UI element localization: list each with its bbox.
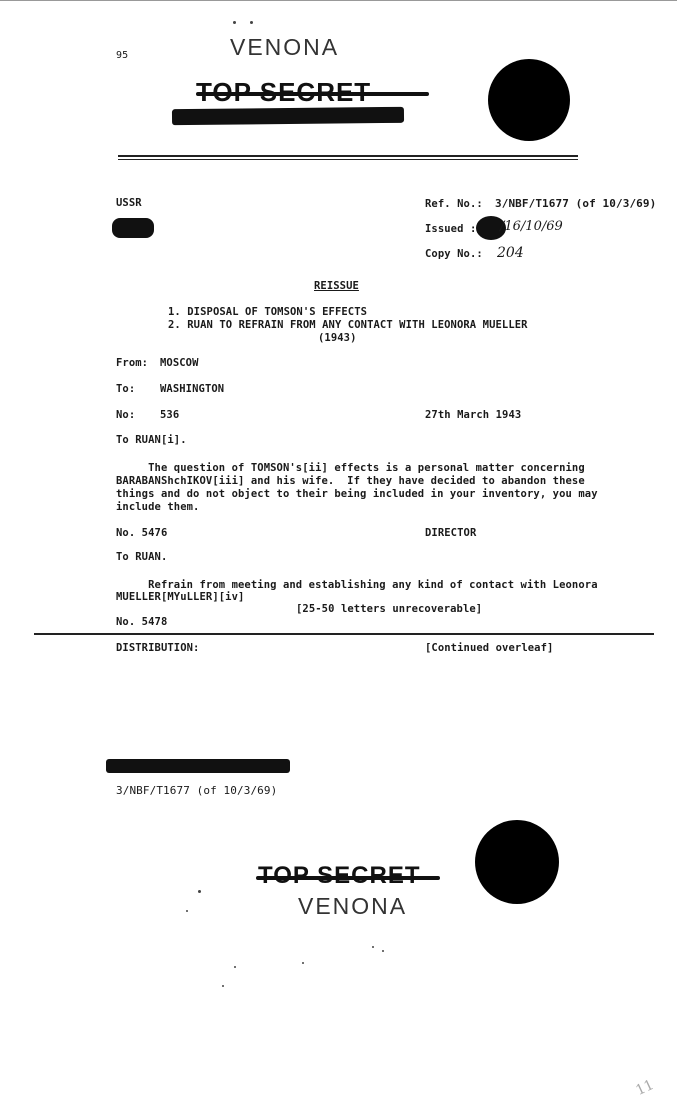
- footer-redaction-bar: [106, 759, 290, 773]
- origin-country: USSR: [116, 197, 142, 209]
- top-edge-line: [0, 0, 677, 1]
- message2-line-2: MUELLER[MYuLLER][iv]: [116, 591, 245, 603]
- message1-greeting: To RUAN[i].: [116, 434, 187, 446]
- unrecoverable-gap-note: [25-50 letters unrecoverable]: [296, 603, 483, 615]
- venona-footer-stamp: VENONA: [298, 893, 408, 919]
- ink-speck: [302, 962, 304, 964]
- copy-label: Copy No.:: [425, 248, 483, 260]
- footer-reference: 3/NBF/T1677 (of 10/3/69): [116, 784, 278, 797]
- topic-2: 2. RUAN TO REFRAIN FROM ANY CONTACT WITH LEONORA MUELLER: [168, 319, 528, 331]
- topic-year: (1943): [318, 332, 357, 344]
- message-date: 27th March 1943: [425, 409, 522, 421]
- ink-speck: [234, 966, 236, 968]
- issued-label: Issued :: [425, 223, 477, 235]
- copy-number: 204: [497, 245, 524, 261]
- reissue-heading: REISSUE: [314, 280, 359, 292]
- to-value: WASHINGTON: [160, 383, 225, 395]
- header-rule-top: [118, 155, 578, 157]
- distribution-rule: [34, 633, 654, 635]
- ink-speck: [222, 985, 224, 987]
- distribution-label: DISTRIBUTION:: [116, 642, 200, 654]
- ink-speck: [382, 950, 384, 952]
- number-value: 536: [160, 409, 180, 421]
- topic-1: 1. DISPOSAL OF TOMSON'S EFFECTS: [168, 306, 368, 318]
- redaction-circle: [488, 59, 570, 141]
- footer-redaction-circle: [475, 820, 559, 904]
- ink-speck: [198, 890, 201, 893]
- to-label: To:: [116, 383, 136, 395]
- page-number: 95: [116, 50, 129, 61]
- footer-classification-strikethrough: [256, 876, 440, 880]
- ink-speck: [250, 21, 253, 24]
- from-value: MOSCOW: [160, 357, 199, 369]
- message1-signature: DIRECTOR: [425, 527, 477, 539]
- message1-line-2: BARABANShchIKOV[iii] and his wife. If they have decided to abandon these: [116, 475, 585, 487]
- message2-number: No. 5478: [116, 616, 168, 628]
- number-label: No:: [116, 409, 136, 421]
- ref-value: 3/NBF/T1677 (of 10/3/69): [495, 197, 657, 210]
- issued-value: /16/10/69: [500, 219, 563, 234]
- origin-redaction: [112, 218, 154, 238]
- message2-line-1: Refrain from meeting and establishing any kind of contact with Leonora: [116, 579, 598, 591]
- ink-speck: [372, 946, 374, 948]
- message1-line-3: things and do not object to their being included in your inventory, you may: [116, 488, 598, 500]
- from-label: From:: [116, 357, 149, 369]
- message1-number: No. 5476: [116, 527, 168, 539]
- corner-mark: 11: [633, 1076, 657, 1100]
- message2-greeting: To RUAN.: [116, 551, 168, 563]
- venona-header-stamp: VENONA: [230, 34, 340, 60]
- ink-speck: [233, 21, 236, 24]
- header-rule-bottom: [118, 159, 578, 160]
- message1-line-1: The question of TOMSON's[ii] effects is a personal matter concerning: [116, 462, 585, 474]
- redaction-bar: [172, 107, 404, 125]
- classification-strikethrough: [196, 92, 429, 96]
- continued-note: [Continued overleaf]: [425, 642, 554, 654]
- ink-speck: [186, 910, 188, 912]
- ref-label: Ref. No.:: [425, 198, 483, 210]
- message1-line-4: include them.: [116, 501, 200, 513]
